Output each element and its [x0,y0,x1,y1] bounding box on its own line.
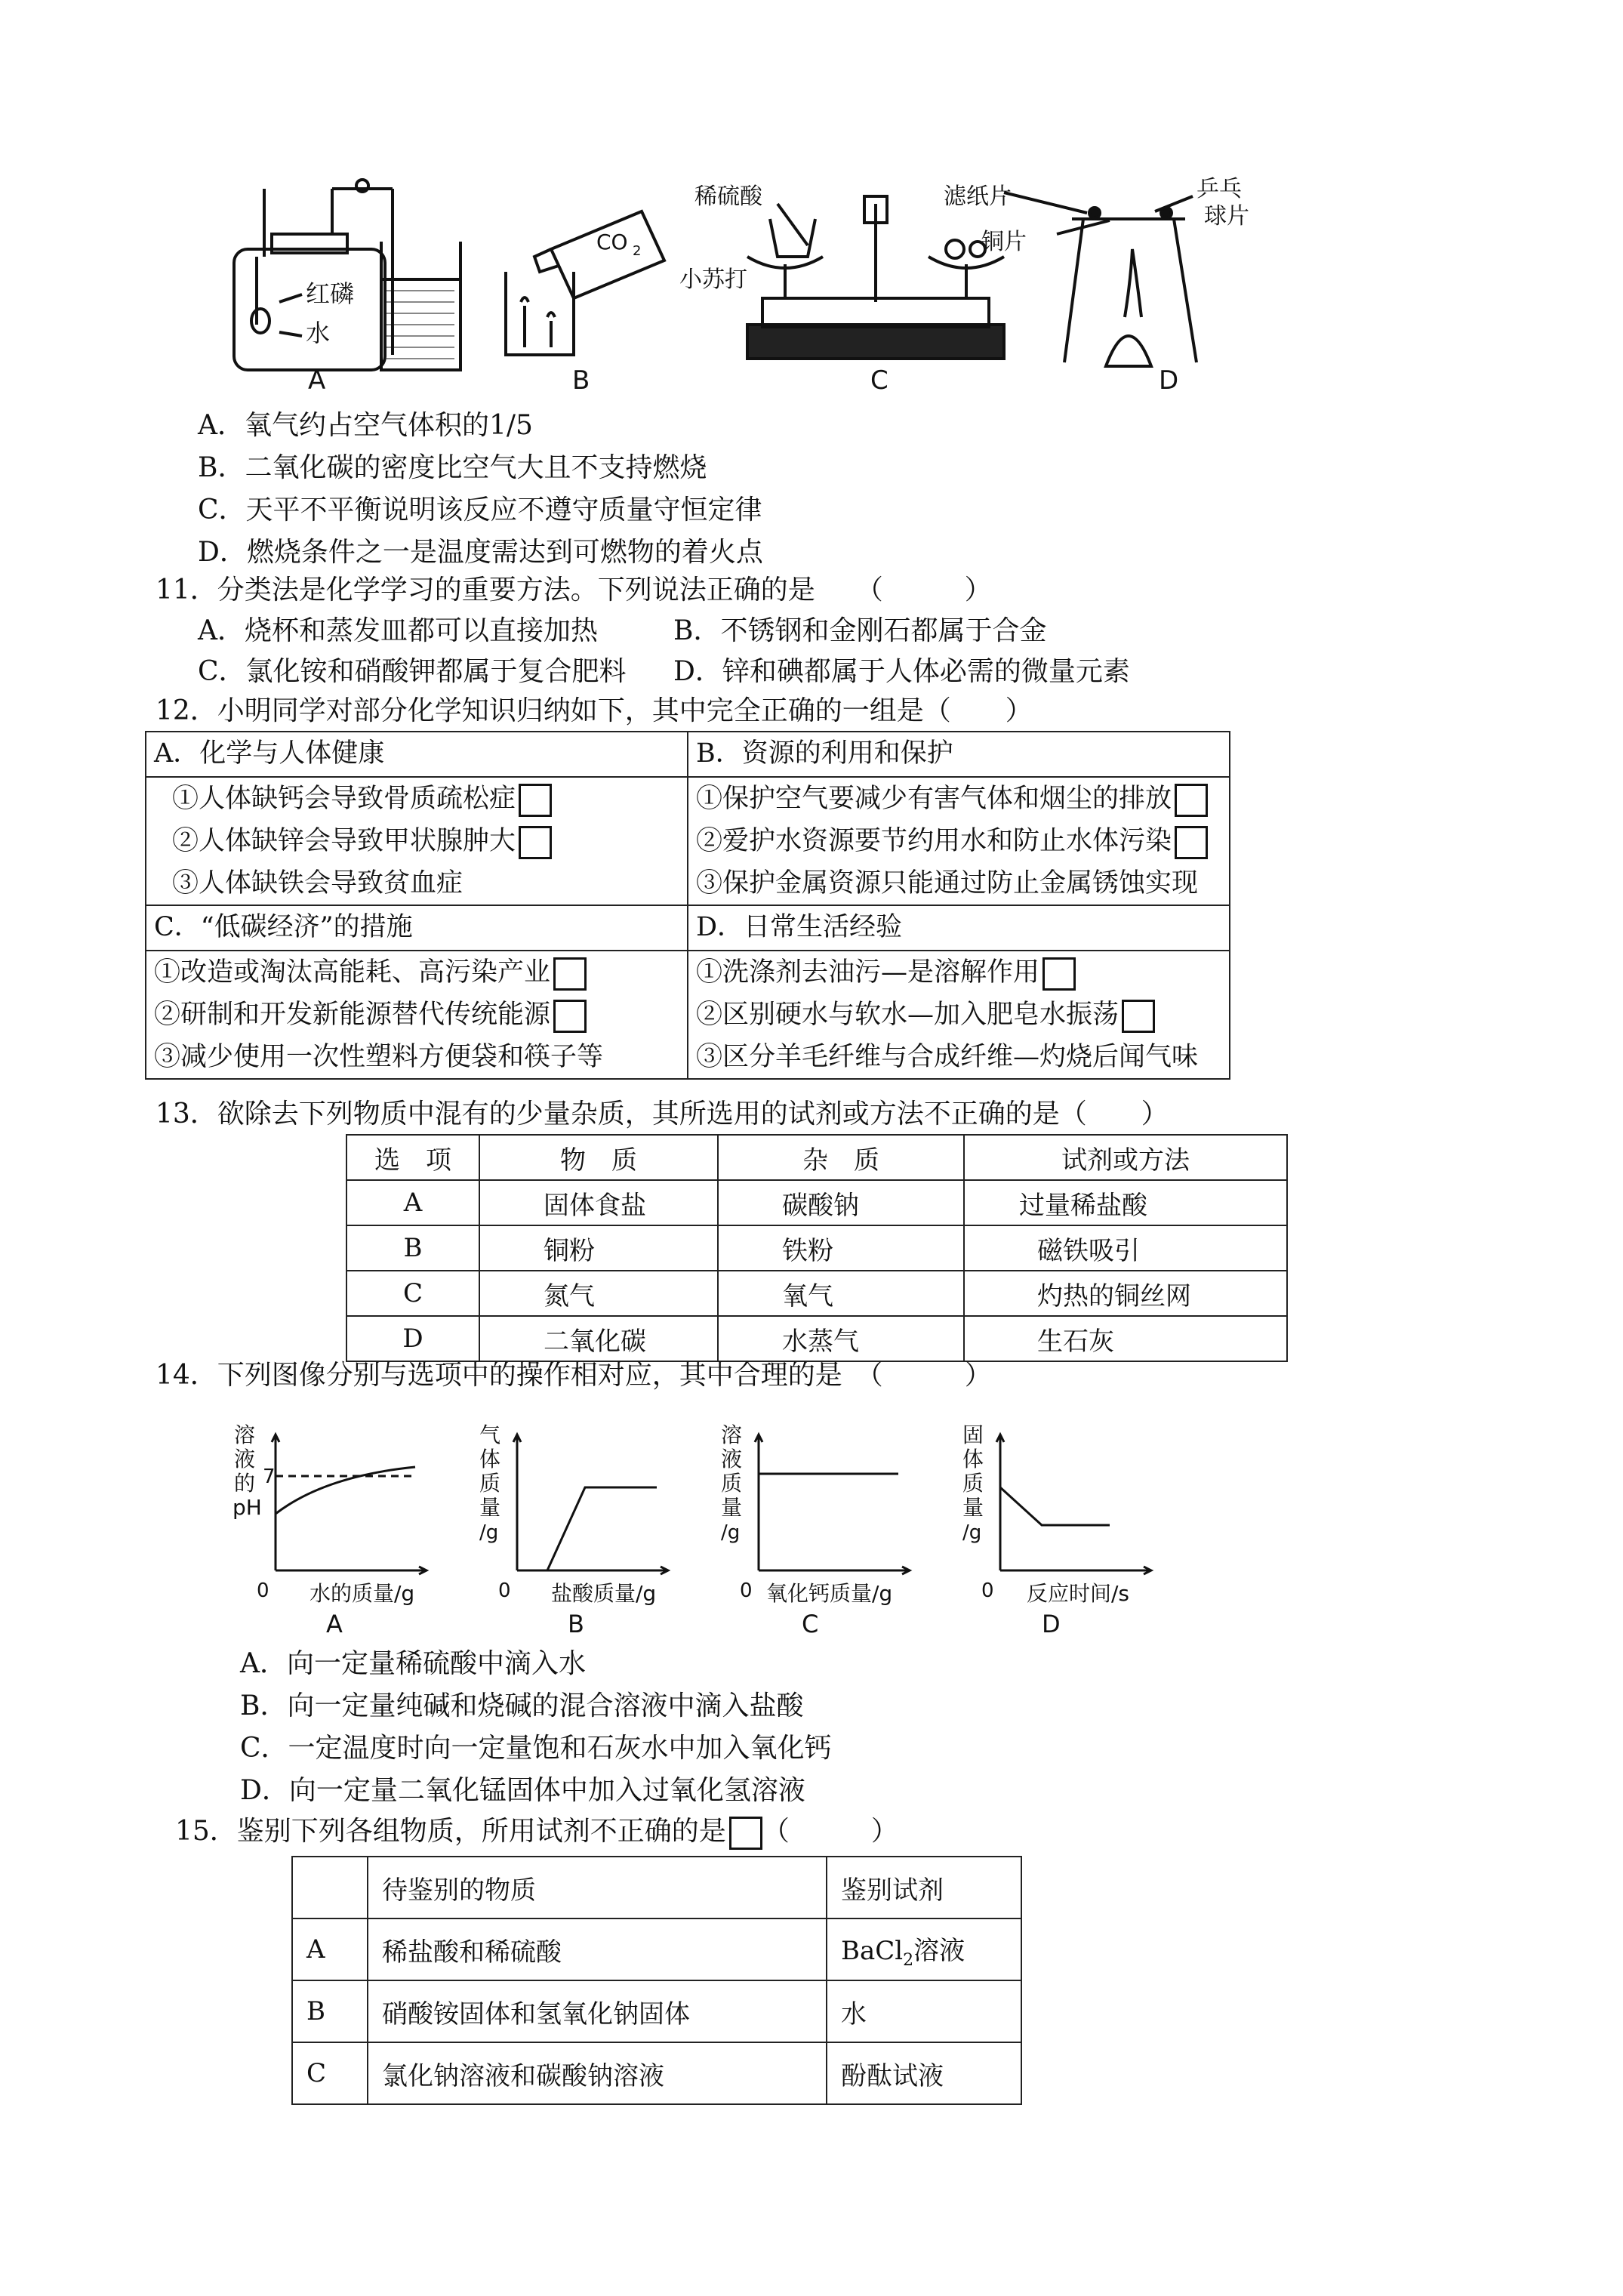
answer-box[interactable] [1175,784,1208,817]
label-co2-sub: 2 [633,243,642,259]
table-cell: B [346,1225,479,1271]
q15-table [291,1856,1022,2105]
graph-d-letter: D [1042,1610,1061,1638]
graph-d-origin: 0 [981,1579,994,1602]
q11-option-a[interactable]: A．烧杯和蒸发皿都可以直接加热 [198,615,598,646]
table-cell: 氧气 [718,1271,964,1316]
label-dilute-sulfuric-acid: 稀硫酸 [694,183,762,210]
table-cell: 氮气 [479,1271,718,1316]
table-cell: 生石灰 [964,1316,1287,1361]
graph-a-curve [276,1467,415,1514]
q10-option-c[interactable]: C．天平不平衡说明该反应不遵守质量守恒定律 [198,495,762,525]
label-red-phosphorus: 红磷 [306,279,355,308]
table-header-row [346,1135,1287,1180]
table-cell: C [346,1271,479,1316]
graph-b-letter: B [568,1610,584,1638]
table-row[interactable] [292,2042,1021,2104]
fig-letter-b: B [572,365,590,393]
table-header-cell [292,1857,368,1918]
graph-b-ylabel-4: 量 [479,1495,501,1520]
q15-stem [175,1815,898,1850]
table-row[interactable] [346,1271,1287,1316]
label-pingpong-2: 球片 [1204,203,1249,230]
graph-c-letter: C [802,1610,819,1638]
table-cell: B [292,1980,368,2042]
graph-c-origin: 0 [740,1579,753,1602]
table-row[interactable] [346,1316,1287,1361]
q14-option-a[interactable]: A．向一定量稀硫酸中滴入水 [240,1648,586,1679]
q15-stem-tail: （ ） [762,1816,898,1847]
q12-b-item-2: ②爱护水资源要节约用水和防止水体污染 [696,826,1172,856]
table-cell: 固体食盐 [479,1180,718,1225]
q12-c-items [146,951,688,1079]
graph-d-ylabel-2: 体 [962,1447,984,1472]
q12-c-item-2: ②研制和开发新能源替代传统能源 [154,1000,551,1030]
answer-box[interactable] [1042,957,1076,991]
table-row[interactable] [346,1225,1287,1271]
q12-c-item-1: ①改造或淘汰高能耗、高污染产业 [154,957,551,988]
graph-b-ylabel-2: 体 [479,1447,501,1472]
graph-d-ylabel-4: 量 [962,1495,984,1520]
q12-a-items [146,777,688,905]
q12-b-item-3: ③保护金属资源只能通过防止金属锈蚀实现 [696,868,1199,898]
apparatus-c [747,196,1004,359]
table-header-cell: 选 项 [346,1135,479,1180]
q12-d-item-2: ②区别硬水与软水—加入肥皂水振荡 [696,1000,1119,1030]
label-baking-soda: 小苏打 [679,267,747,293]
answer-box[interactable] [553,957,587,991]
table-cell [827,1918,1021,1980]
graph-a-letter: A [326,1610,343,1638]
graph-a-ylabel-1: 溶 [234,1422,256,1447]
label-co2: CO [596,230,628,254]
graph-a-origin: 0 [257,1579,269,1602]
table-header-cell: 待鉴别的物质 [368,1857,827,1918]
table-header-row [292,1857,1021,1918]
q11-option-d[interactable]: D．锌和碘都属于人体必需的微量元素 [673,656,1130,687]
table-cell: A [292,1918,368,1980]
table-cell: 灼热的铜丝网 [964,1271,1287,1316]
q12-d-items [688,951,1230,1079]
table-cell: 酚酞试液 [827,2042,1021,2104]
q12-c-item-3: ③减少使用一次性塑料方便袋和筷子等 [154,1042,604,1072]
q12-stem: 12．小明同学对部分化学知识归纳如下，其中完全正确的一组是（ ） [156,695,1033,726]
q12-a-item-1: ①人体缺钙会导致骨质疏松症 [172,784,516,814]
graph-a-xlabel: 水的质量/g [310,1581,415,1606]
q10-option-d[interactable]: D．燃烧条件之一是温度需达到可燃物的着火点 [198,537,763,568]
graph-a-ylabel-4: pH [233,1495,262,1520]
table-cell: 水蒸气 [718,1316,964,1361]
q12-a-item-2: ②人体缺锌会导致甲状腺肿大 [172,826,516,856]
table-cell: 过量稀盐酸 [964,1180,1287,1225]
q14-option-c[interactable]: C．一定温度时向一定量饱和石灰水中加入氧化钙 [240,1733,832,1764]
graph-a-ylabel-2: 液 [234,1447,256,1472]
q11-option-b[interactable]: B．不锈钢和金刚石都属于合金 [673,615,1047,646]
reagent-bacl: BaCl [841,1935,904,1966]
table-row[interactable] [292,1980,1021,2042]
fig-letter-c: C [870,365,888,393]
table-cell: 二氧化碳 [479,1316,718,1361]
label-pingpong-1: 乒乓 [1196,176,1242,202]
graph-a-ylabel-3: 的 [234,1471,256,1496]
graph-d-xlabel: 反应时间/s [1027,1581,1130,1606]
q10-option-b[interactable]: B．二氧化碳的密度比空气大且不支持燃烧 [198,452,707,483]
graph-a-tick-7: 7 [263,1465,276,1488]
q10-apparatus-figure [219,174,1261,393]
table-cell: 稀盐酸和稀硫酸 [368,1918,827,1980]
graph-b-ylabel-1: 气 [479,1422,501,1447]
answer-box[interactable] [519,826,552,859]
answer-box[interactable] [519,784,552,817]
table-cell: 水 [827,1980,1021,2042]
q13-table [346,1134,1288,1362]
table-header-cell: 杂 质 [718,1135,964,1180]
q12-a-item-3: ③人体缺铁会导致贫血症 [172,868,463,898]
q13-stem: 13．欲除去下列物质中混有的少量杂质，其所选用的试剂或方法不正确的是（ ） [156,1099,1169,1130]
table-header-cell: 物 质 [479,1135,718,1180]
reagent-solution: 溶液 [913,1935,965,1966]
graph-b-ylabel-5: /g [479,1521,499,1544]
graph-c-ylabel-5: /g [721,1521,741,1544]
graph-c-ylabel-1: 溶 [721,1422,743,1447]
label-copper-sheet: 铜片 [981,229,1027,255]
q14-option-b[interactable]: B．向一定量纯碱和烧碱的混合溶液中滴入盐酸 [240,1690,804,1721]
graph-b-curve [547,1487,657,1570]
apparatus-d [1004,193,1196,366]
table-cell: 铁粉 [718,1225,964,1271]
q12-d-item-1: ①洗涤剂去油污—是溶解作用 [696,957,1040,988]
q11-stem: 11．分类法是化学学习的重要方法。下列说法正确的是 （ ） [156,575,992,606]
answer-box[interactable] [1175,826,1208,859]
graph-b-origin: 0 [498,1579,511,1602]
graph-c-ylabel-2: 液 [721,1447,743,1472]
table-row[interactable] [292,1918,1021,1980]
q10-option-a[interactable]: A．氧气约占空气体积的1/5 [198,410,533,441]
q12-b-item-1: ①保护空气要减少有害气体和烟尘的排放 [696,784,1172,814]
table-row[interactable] [346,1180,1287,1225]
q14-graphs-figure [226,1419,1193,1638]
graph-c-ylabel-4: 量 [721,1495,743,1520]
label-water: 水 [306,319,331,347]
answer-box[interactable] [1122,1000,1155,1033]
apparatus-b [506,211,664,355]
table-cell: C [292,2042,368,2104]
q12-c-header[interactable]: C．“低碳经济”的措施 [146,905,688,951]
q15-stem-text: 15．鉴别下列各组物质，所用试剂不正确的是 [175,1816,726,1847]
answer-box[interactable] [553,1000,587,1033]
graph-d-ylabel-3: 质 [962,1471,984,1496]
q14-option-d[interactable]: D．向一定量二氧化锰固体中加入过氧化氢溶液 [240,1775,805,1806]
table-header-cell: 鉴别试剂 [827,1857,1021,1918]
q12-a-header[interactable]: A．化学与人体健康 [146,732,688,777]
fig-letter-d: D [1159,365,1179,393]
q12-b-header[interactable]: B．资源的利用和保护 [688,732,1230,777]
q12-d-item-3: ③区分羊毛纤维与合成纤维—灼烧后闻气味 [696,1042,1199,1072]
q12-b-items [688,777,1230,905]
graph-b-ylabel-3: 质 [479,1471,501,1496]
graph-b-xlabel: 盐酸质量/g [551,1581,657,1606]
graph-d-ylabel-1: 固 [962,1422,984,1447]
label-filter-paper: 滤纸片 [944,183,1012,210]
table-cell: 碳酸钠 [718,1180,964,1225]
q14-stem: 14．下列图像分别与选项中的操作相对应，其中合理的是 （ ） [156,1360,992,1391]
answer-box[interactable] [729,1817,762,1850]
fig-letter-a: A [308,365,326,393]
graph-d-ylabel-5: /g [962,1521,982,1544]
q12-summary-table [145,731,1230,1080]
graph-c-ylabel-3: 质 [721,1471,743,1496]
table-cell: D [346,1316,479,1361]
q12-d-header[interactable]: D．日常生活经验 [688,905,1230,951]
reagent-subscript: 2 [903,1950,914,1970]
table-cell: 磁铁吸引 [964,1225,1287,1271]
apparatus-a [234,180,460,370]
table-cell: 硝酸铵固体和氢氧化钠固体 [368,1980,827,2042]
graph-d-curve [1000,1487,1110,1525]
graph-c-xlabel: 氧化钙质量/g [766,1581,893,1606]
table-cell: 铜粉 [479,1225,718,1271]
q11-option-c[interactable]: C．氯化铵和硝酸钾都属于复合肥料 [198,656,627,687]
table-cell: A [346,1180,479,1225]
table-header-cell: 试剂或方法 [964,1135,1287,1180]
table-cell: 氯化钠溶液和碳酸钠溶液 [368,2042,827,2104]
